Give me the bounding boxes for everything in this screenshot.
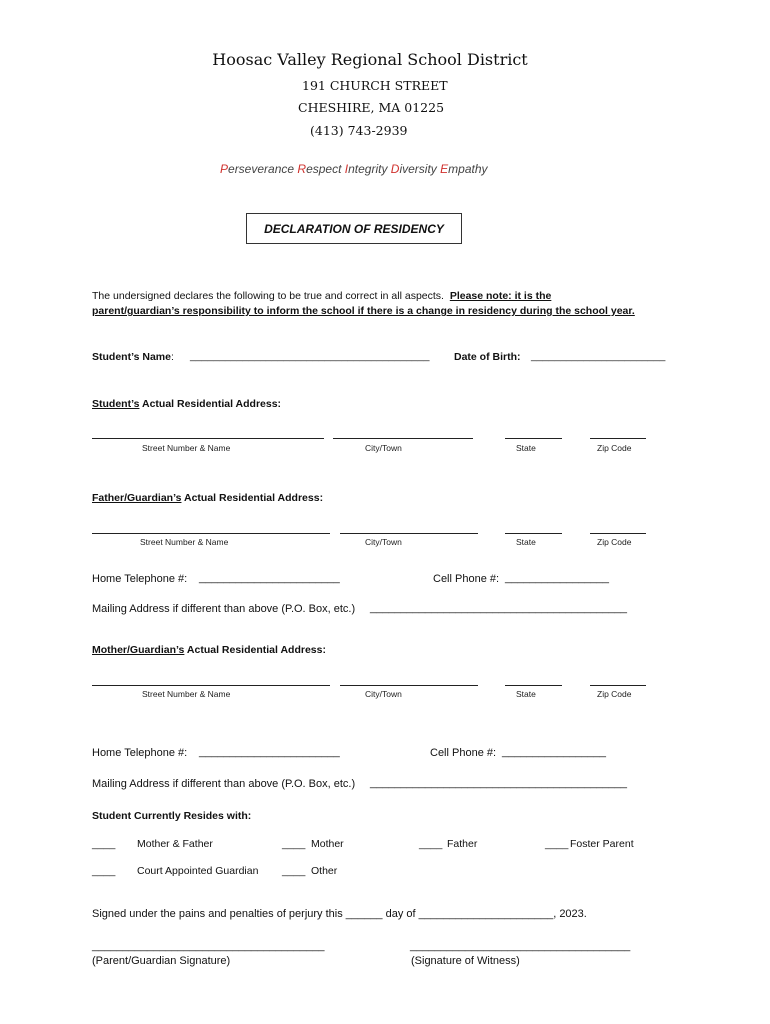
mother-cell-phone-field[interactable]: _________________ — [502, 746, 607, 758]
father-zip-field[interactable] — [590, 533, 646, 534]
perjury-text: day of — [385, 908, 416, 920]
resides-option-court-guardian: Court Appointed Guardian — [137, 865, 259, 877]
mother-state-field[interactable] — [505, 685, 562, 686]
mother-home-phone-field[interactable]: _______________________ — [199, 746, 340, 758]
mother-mailing-label: Mailing Address if different than above (P.O. Box, etc.) — [92, 778, 356, 790]
mother-zip-field[interactable] — [590, 685, 646, 686]
resides-option-mother: Mother — [311, 838, 344, 850]
street-caption: Street Number & Name — [142, 689, 231, 699]
motto-initial: I — [344, 162, 349, 176]
mother-street-field[interactable] — [92, 685, 330, 686]
zip-caption: Zip Code — [597, 537, 632, 547]
motto-initial: R — [297, 162, 307, 176]
motto — [220, 162, 488, 176]
student-street-field[interactable] — [92, 438, 324, 439]
mother-mailing-field[interactable]: __________________________________________ — [370, 777, 627, 789]
father-city-field[interactable] — [340, 533, 478, 534]
student-zip-field[interactable] — [590, 438, 646, 439]
mother-address-label-underlined: Mother/Guardian’s — [92, 644, 185, 656]
colon: : — [170, 351, 174, 363]
document-title: DECLARATION OF RESIDENCY — [246, 213, 462, 244]
father-home-phone-field[interactable]: _______________________ — [199, 572, 340, 584]
resides-blank-other[interactable]: ____ — [282, 865, 306, 877]
perjury-text: , 2023. — [553, 908, 587, 920]
dob-label: Date of Birth: — [454, 351, 521, 363]
city-caption: City/Town — [365, 443, 402, 453]
motto-initial: P — [220, 162, 229, 176]
father-address-label — [92, 492, 323, 504]
dob-field[interactable]: _______________________ — [531, 350, 666, 362]
father-state-field[interactable] — [505, 533, 562, 534]
motto-initial: E — [440, 162, 449, 176]
father-cell-phone-field[interactable]: _________________ — [505, 572, 610, 584]
day-field[interactable]: ______ — [345, 908, 383, 920]
mother-city-field[interactable] — [340, 685, 478, 686]
resides-blank-foster[interactable]: ____ — [545, 838, 569, 850]
intro-text: The undersigned declares the following to be true and correct in all aspects. — [92, 290, 444, 302]
resides-blank-mother[interactable]: ____ — [282, 838, 306, 850]
mother-home-phone-label: Home Telephone #: — [92, 747, 188, 759]
witness-signature-field[interactable]: ____________________________________ — [410, 940, 631, 952]
motto-word: iversity — [399, 162, 441, 176]
intro-line-1 — [92, 290, 551, 302]
resides-option-other: Other — [311, 865, 338, 877]
student-address-label — [92, 398, 281, 410]
zip-caption: Zip Code — [597, 689, 632, 699]
mother-address-label-rest: Actual Residential Address: — [184, 644, 326, 656]
month-field[interactable]: ______________________ — [418, 908, 554, 920]
student-state-field[interactable] — [505, 438, 562, 439]
resides-option-mother-father: Mother & Father — [137, 838, 213, 850]
father-street-field[interactable] — [92, 533, 330, 534]
parent-signature-caption: (Parent/Guardian Signature) — [92, 955, 231, 967]
motto-word: mpathy — [448, 162, 488, 176]
father-home-phone-label: Home Telephone #: — [92, 573, 188, 585]
resides-option-father: Father — [447, 838, 478, 850]
street-caption: Street Number & Name — [140, 537, 229, 547]
city-address: CHESHIRE, MA 01225 — [298, 100, 445, 115]
motto-word: espect — [306, 162, 345, 176]
perjury-statement — [92, 908, 587, 920]
city-caption: City/Town — [365, 689, 402, 699]
witness-signature-caption: (Signature of Witness) — [411, 955, 520, 967]
state-caption: State — [516, 689, 536, 699]
mother-address-label — [92, 644, 326, 656]
resides-label: Student Currently Resides with: — [92, 810, 252, 822]
motto-initial: D — [390, 162, 400, 176]
resides-blank-mother-father[interactable]: ____ — [92, 838, 116, 850]
phone-number: (413) 743-2939 — [310, 123, 408, 138]
student-city-field[interactable] — [333, 438, 473, 439]
resides-option-foster: Foster Parent — [570, 838, 634, 850]
father-mailing-label: Mailing Address if different than above (P.O. Box, etc.) — [92, 603, 356, 615]
student-name-row — [92, 351, 174, 363]
street-caption: Street Number & Name — [142, 443, 231, 453]
student-address-label-underlined: Student’s — [92, 398, 140, 410]
street-address: 191 CHURCH STREET — [302, 78, 448, 93]
father-mailing-field[interactable]: __________________________________________ — [370, 602, 627, 614]
intro-note: Please note: it is the — [449, 290, 552, 302]
resides-blank-court-guardian[interactable]: ____ — [92, 865, 116, 877]
intro-note-continued: parent/guardian’s responsibility to inform the school if there is a change in residency during the school year. — [92, 305, 635, 317]
student-name-label: Student’s Name — [92, 351, 171, 363]
city-caption: City/Town — [365, 537, 402, 547]
mother-cell-phone-label: Cell Phone #: — [430, 747, 497, 759]
state-caption: State — [516, 443, 536, 453]
father-cell-phone-label: Cell Phone #: — [433, 573, 500, 585]
motto-word: erseverance — [228, 162, 298, 176]
school-name: Hoosac Valley Regional School District — [212, 50, 528, 69]
perjury-text: Signed under the pains and penalties of perjury this — [92, 908, 343, 920]
zip-caption: Zip Code — [597, 443, 632, 453]
resides-blank-father[interactable]: ____ — [419, 838, 443, 850]
father-address-label-underlined: Father/Guardian’s — [92, 492, 182, 504]
father-address-label-rest: Actual Residential Address: — [181, 492, 324, 504]
student-name-field[interactable]: _________________________________________ — [190, 350, 430, 362]
state-caption: State — [516, 537, 536, 547]
parent-signature-field[interactable]: ______________________________________ — [92, 940, 325, 952]
motto-word: ntegrity — [348, 162, 391, 176]
student-address-label-rest: Actual Residential Address: — [139, 398, 282, 410]
